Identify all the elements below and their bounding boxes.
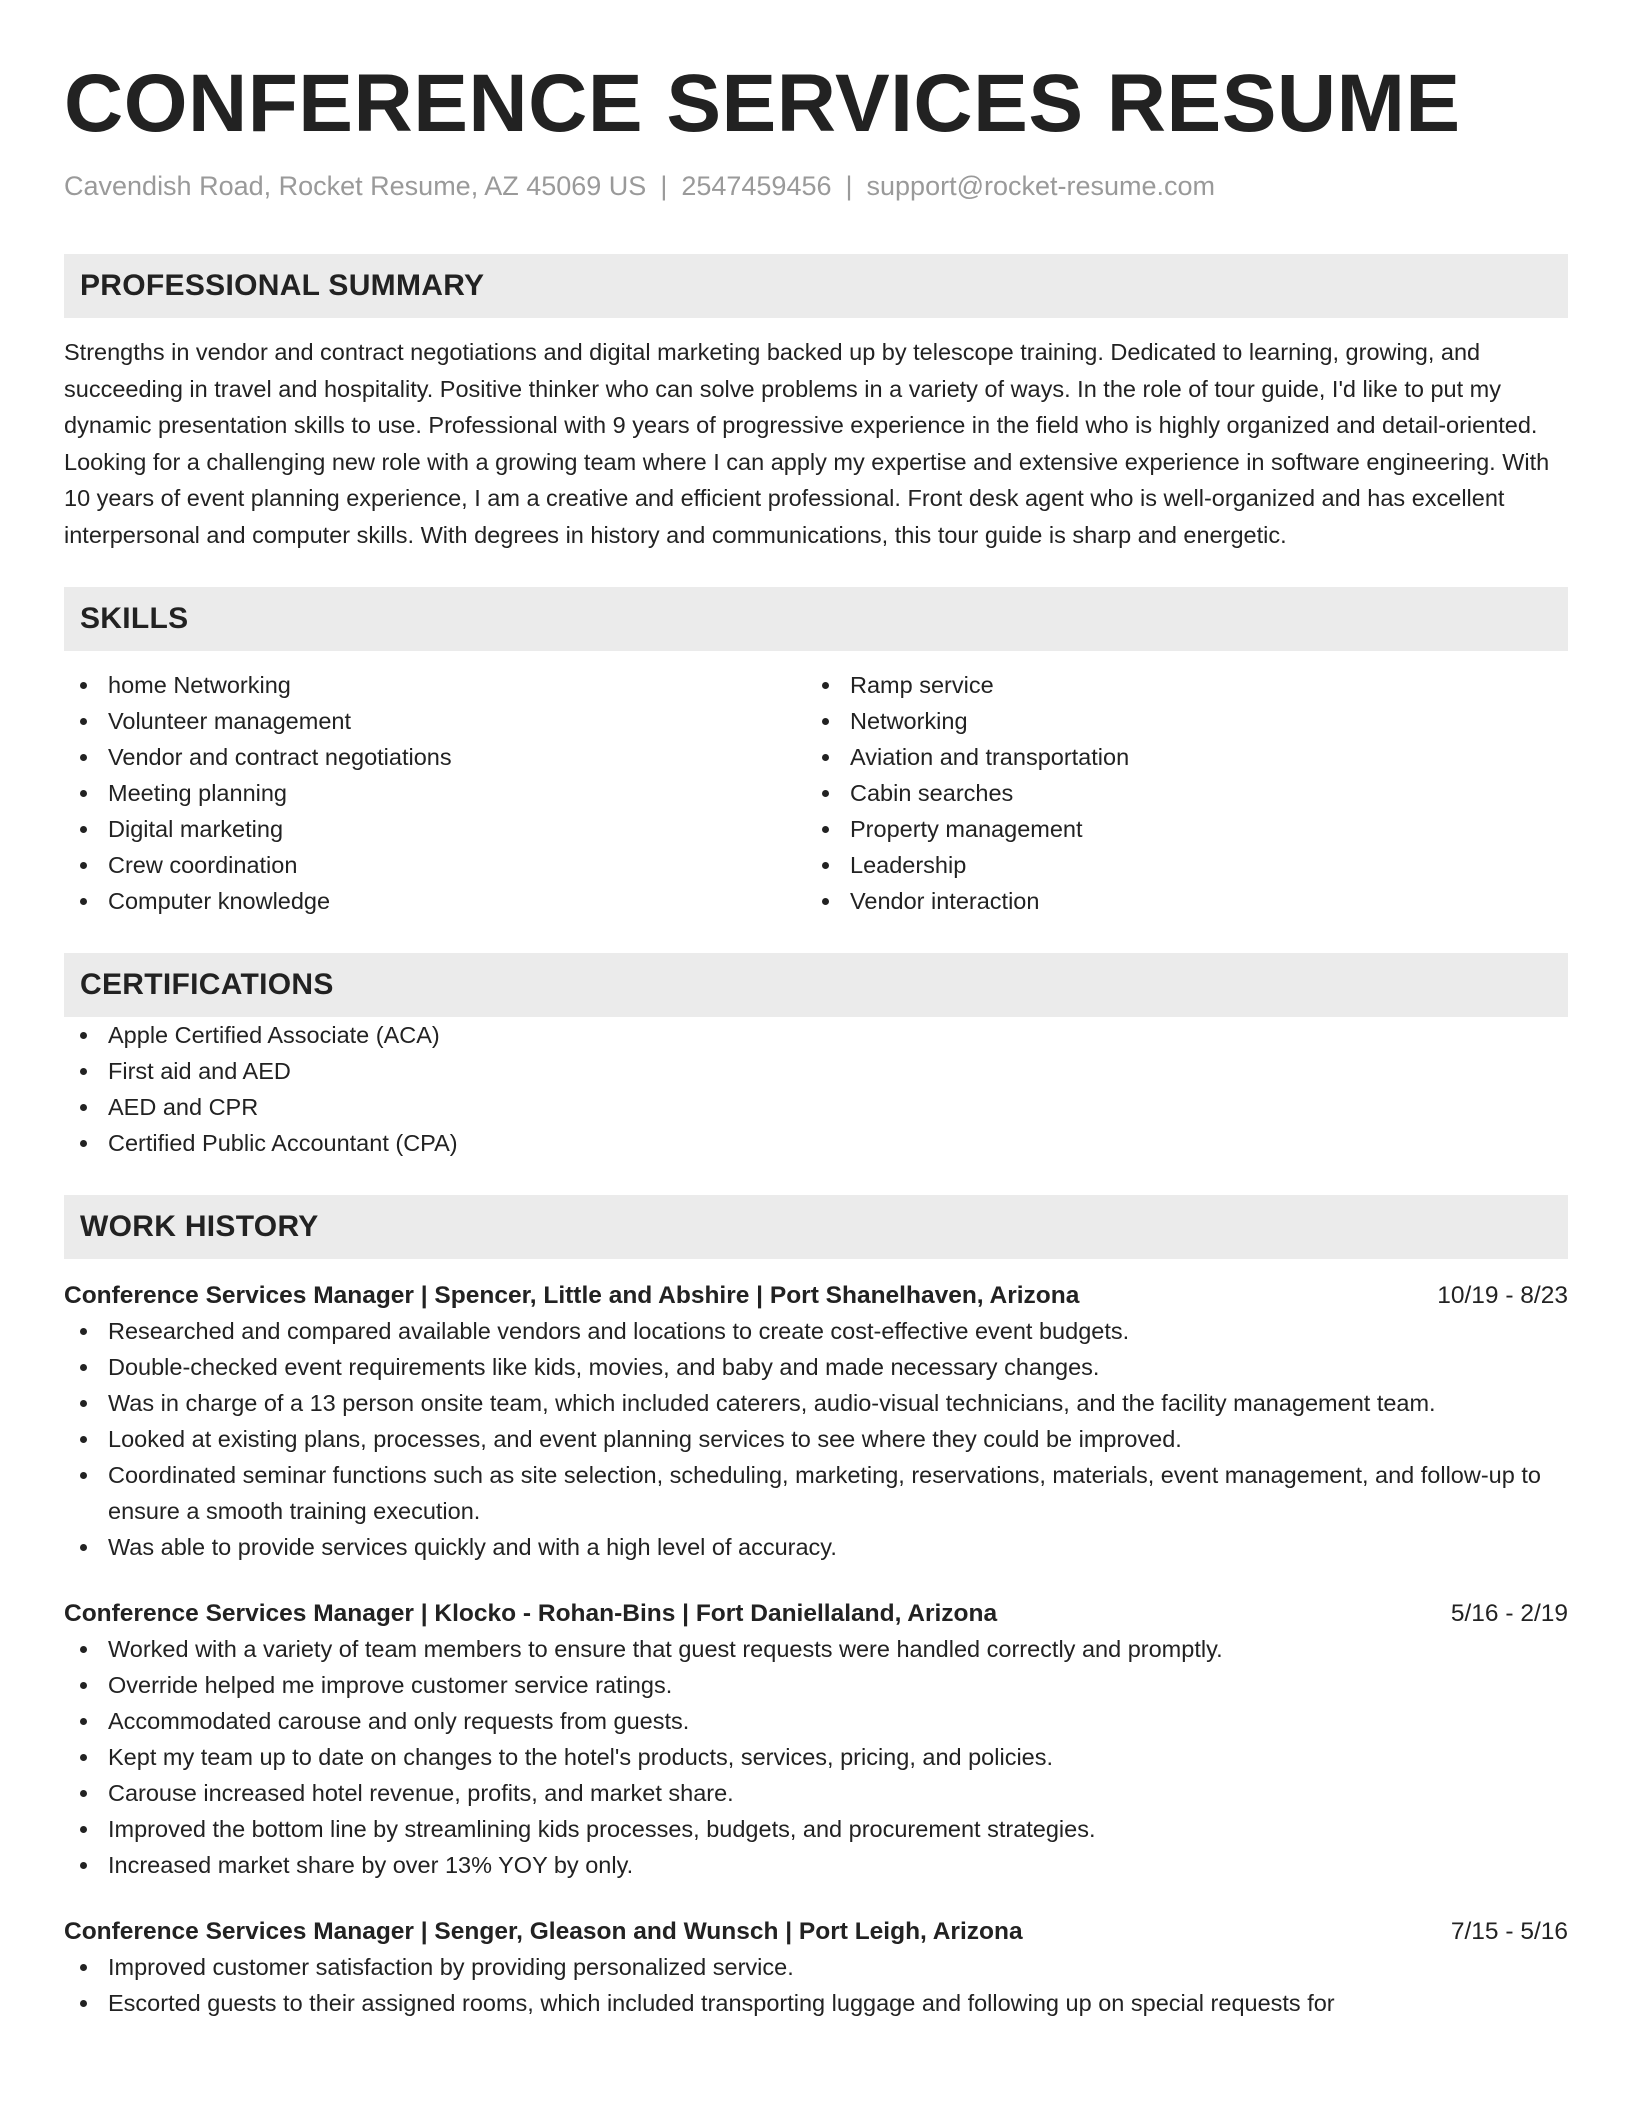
summary-heading: PROFESSIONAL SUMMARY <box>64 254 1568 318</box>
job-bullet: Coordinated seminar functions such as site selection, scheduling, marketing, reservations, materials, event management, and follow-up to ensure a smooth training execution. <box>64 1457 1568 1529</box>
job-bullet: Researched and compared available vendors and locations to create cost-effective event budgets. <box>64 1313 1568 1349</box>
certifications-list <box>64 1017 1568 1161</box>
job-bullet: Override helped me improve customer service ratings. <box>64 1667 1568 1703</box>
summary-text: Strengths in vendor and contract negotiations and digital marketing backed up by telescope training. Dedicated to learning, growing, and succeeding in travel and hospitality. Positive thinker who can solve problems in a variety of ways. In the role of tour guide, I'd like to put my dynamic presentation skills to use. Professional with 9 years of progressive experience in the field who is highly organized and detail-oriented. Looking for a challenging new role with a growing team where I can apply my expertise and extensive experience in software engineering. With 10 years of event planning experience, I am a creative and efficient professional. Front desk agent who is well-organized and has excellent interpersonal and computer skills. With degrees in history and communications, this tour guide is sharp and energetic. <box>64 339 1550 548</box>
contact-email: support@rocket-resume.com <box>866 171 1216 201</box>
certification-item: Apple Certified Associate (ACA) <box>64 1017 1568 1053</box>
skill-item: Leadership <box>806 847 1548 883</box>
job-bullet: Double-checked event requirements like kids, movies, and baby and made necessary changes. <box>64 1349 1568 1385</box>
skill-item: Volunteer management <box>64 703 806 739</box>
certification-item: Certified Public Accountant (CPA) <box>64 1125 1568 1161</box>
job-bullet: Improved the bottom line by streamlining kids processes, budgets, and procurement strategies. <box>64 1811 1568 1847</box>
job-title: Conference Services Manager | Senger, Gleason and Wunsch | Port Leigh, Arizona <box>64 1918 1023 1945</box>
job-bullet: Looked at existing plans, processes, and event planning services to see where they could be improved. <box>64 1421 1568 1457</box>
job-dates: 10/19 - 8/23 <box>1437 1282 1568 1309</box>
skill-item: Property management <box>806 811 1548 847</box>
job-header <box>64 1279 1568 1313</box>
job-title: Conference Services Manager | Klocko - Rohan-Bins | Fort Daniellaland, Arizona <box>64 1600 998 1627</box>
skills-list-left <box>64 667 806 919</box>
contact-separator: | <box>660 171 668 201</box>
skill-item: Computer knowledge <box>64 883 806 919</box>
resume-title: CONFERENCE SERVICES RESUME <box>64 58 1461 149</box>
work-history-heading: WORK HISTORY <box>64 1195 1568 1259</box>
resume-page <box>64 0 1568 2112</box>
skill-item: Vendor interaction <box>806 883 1548 919</box>
job-bullets <box>64 1949 1568 2021</box>
job-bullet: Improved customer satisfaction by providing personalized service. <box>64 1949 1568 1985</box>
contact-address: Cavendish Road, Rocket Resume, AZ 45069 US <box>64 171 647 201</box>
job-header <box>64 1597 1568 1631</box>
skill-item: Cabin searches <box>806 775 1548 811</box>
job-bullets <box>64 1631 1568 1883</box>
job-entry <box>64 1279 1568 1565</box>
job-dates: 7/15 - 5/16 <box>1450 1918 1568 1945</box>
job-bullet: Accommodated carouse and only requests from guests. <box>64 1703 1568 1739</box>
job-entry <box>64 1597 1568 1883</box>
skill-item: Vendor and contract negotiations <box>64 739 806 775</box>
job-dates: 5/16 - 2/19 <box>1450 1600 1568 1627</box>
skills-grid <box>64 667 1568 919</box>
skill-item: Crew coordination <box>64 847 806 883</box>
contact-line <box>64 170 1568 202</box>
certification-item: First aid and AED <box>64 1053 1568 1089</box>
job-bullet: Was in charge of a 13 person onsite team, which included caterers, audio-visual technicians, and the facility management team. <box>64 1385 1568 1421</box>
skill-item: Ramp service <box>806 667 1548 703</box>
job-bullets <box>64 1313 1568 1565</box>
contact-separator: | <box>845 171 853 201</box>
job-bullet: Increased market share by over 13% YOY by only. <box>64 1847 1568 1883</box>
job-header <box>64 1915 1568 1949</box>
job-title: Conference Services Manager | Spencer, Little and Abshire | Port Shanelhaven, Arizona <box>64 1282 1080 1309</box>
certifications-heading: CERTIFICATIONS <box>64 953 1568 1017</box>
job-entry <box>64 1915 1568 2021</box>
job-bullet: Kept my team up to date on changes to the hotel's products, services, pricing, and policies. <box>64 1739 1568 1775</box>
job-bullet: Was able to provide services quickly and with a high level of accuracy. <box>64 1529 1568 1565</box>
skills-heading: SKILLS <box>64 587 1568 651</box>
skills-list-right <box>806 667 1548 919</box>
contact-phone: 2547459456 <box>681 171 832 201</box>
job-bullet: Carouse increased hotel revenue, profits, and market share. <box>64 1775 1568 1811</box>
skill-item: home Networking <box>64 667 806 703</box>
skill-item: Meeting planning <box>64 775 806 811</box>
skill-item: Aviation and transportation <box>806 739 1548 775</box>
job-bullet: Worked with a variety of team members to ensure that guest requests were handled correctly and promptly. <box>64 1631 1568 1667</box>
skill-item: Digital marketing <box>64 811 806 847</box>
skills-column-right <box>806 667 1548 919</box>
certification-item: AED and CPR <box>64 1089 1568 1125</box>
skills-column-left <box>64 667 806 919</box>
skill-item: Networking <box>806 703 1548 739</box>
job-bullet: Escorted guests to their assigned rooms, which included transporting luggage and following up on special requests for <box>64 1985 1568 2021</box>
